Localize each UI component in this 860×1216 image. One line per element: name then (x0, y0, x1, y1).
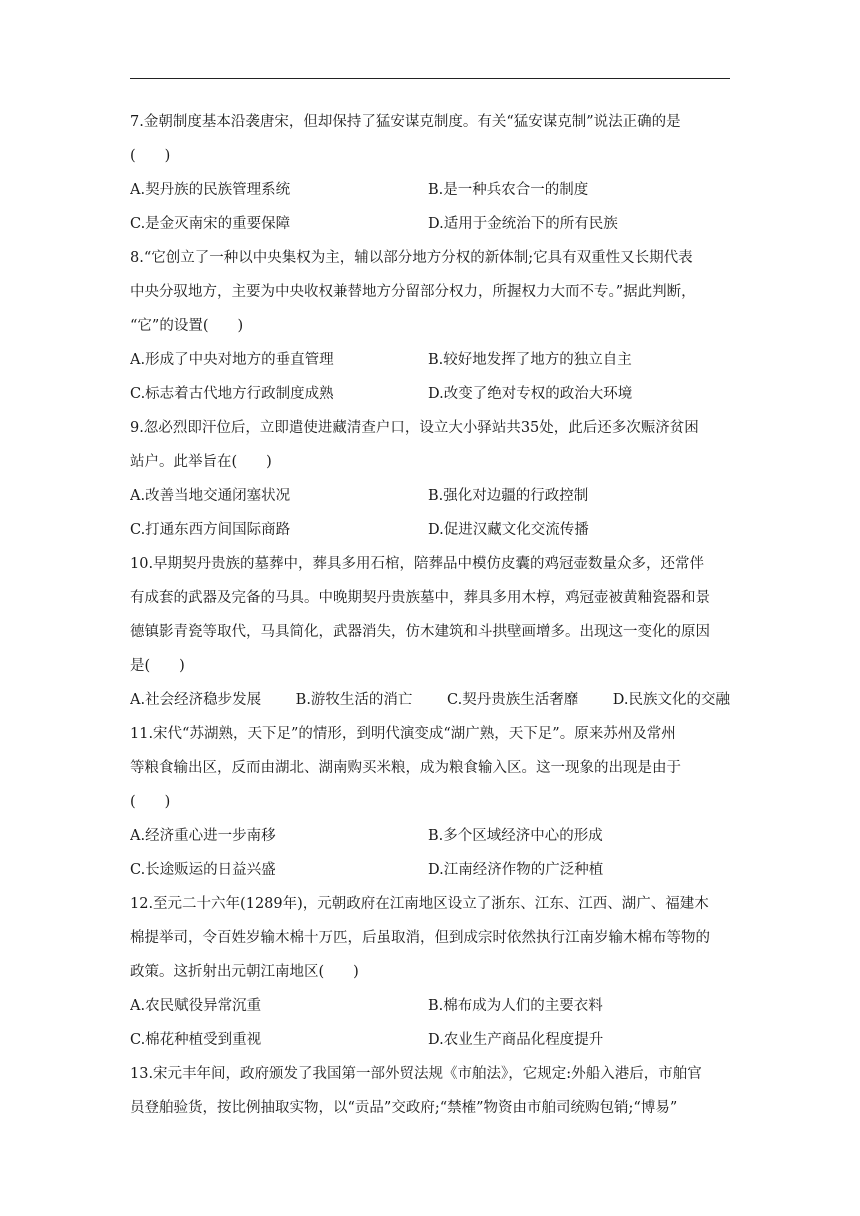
option-d[interactable]: D.促进汉藏文化交流传播 (428, 522, 589, 538)
options-row (130, 482, 730, 516)
options-row (130, 822, 730, 856)
question-stem-line: 12.至元二十六年(1289年)，元朝政府在江南地区设立了浙东、江东、江西、湖广、福建木 (130, 896, 709, 912)
option-d[interactable]: D.江南经济作物的广泛种植 (428, 862, 604, 878)
question-8 (130, 244, 730, 414)
options-row (130, 516, 730, 550)
options-row (130, 346, 730, 380)
question-stem-line: 是( ) (130, 658, 185, 674)
option-b[interactable]: B.强化对边疆的行政控制 (428, 488, 589, 504)
question-stem-line: 员登舶验货，按比例抽取实物，以“贡品”交政府;“禁榷”物资由市舶司统购包销;“博易” (130, 1100, 678, 1116)
options-row (130, 176, 730, 210)
question-stem-line: 政策。这折射出元朝江南地区( ) (130, 964, 359, 980)
option-a[interactable]: A.经济重心进一步南移 (130, 828, 276, 844)
question-12 (130, 890, 730, 1060)
question-stem-line: 等粮食输出区，反而由湖北、湖南购买米粮，成为粮食输入区。这一现象的出现是由于 (130, 760, 681, 776)
question-stem-line: 7.金朝制度基本沿袭唐宋，但却保持了猛安谋克制度。有关“猛安谋克制”说法正确的是 (130, 114, 681, 130)
option-c[interactable]: C.长途贩运的日益兴盛 (130, 862, 276, 878)
options-row (130, 1026, 730, 1060)
option-b[interactable]: B.是一种兵农合一的制度 (428, 182, 589, 198)
question-stem-line: 有成套的武器及完备的马具。中晚期契丹贵族墓中，葬具多用木椁，鸡冠壶被黄釉瓷器和景 (130, 590, 710, 606)
option-d[interactable]: D.适用于金统治下的所有民族 (428, 216, 618, 232)
question-7 (130, 108, 730, 244)
question-stem-line: 德镇影青瓷等取代，马具简化，武器消失，仿木建筑和斗拱壁画增多。出现这一变化的原因 (130, 624, 710, 640)
question-stem-line: 8.“它创立了一种以中央集权为主，辅以部分地方分权的新体制;它具有双重性又长期代表 (130, 250, 693, 266)
question-list (130, 108, 730, 1128)
options-row (130, 210, 730, 244)
question-stem-line: 9.忽必烈即汗位后，立即遣使进藏清查户口，设立大小驿站共35处，此后还多次赈济贫困 (130, 420, 699, 436)
question-stem-line: 11.宋代“苏湖熟，天下足”的情形，到明代演变成“湖广熟，天下足”。原来苏州及常州 (130, 726, 676, 742)
header-rule (130, 78, 730, 79)
option-b[interactable]: B.游牧生活的消亡 (295, 692, 413, 708)
option-d[interactable]: D.农业生产商品化程度提升 (428, 1032, 604, 1048)
option-c[interactable]: C.契丹贵族生活奢靡 (447, 692, 579, 708)
option-b[interactable]: B.棉布成为人们的主要衣料 (428, 998, 603, 1014)
question-stem-line: 10.早期契丹贵族的墓葬中，葬具多用石棺，陪葬品中模仿皮囊的鸡冠壶数量众多，还常伴 (130, 556, 705, 572)
option-d[interactable]: D.改变了绝对专权的政治大环境 (428, 386, 633, 402)
option-b[interactable]: B.较好地发挥了地方的独立自主 (428, 352, 632, 368)
question-stem-line: 站户。此举旨在( ) (130, 454, 272, 470)
question-10 (130, 550, 730, 720)
question-stem-line: ( ) (130, 148, 171, 164)
option-c[interactable]: C.打通东西方间国际商路 (130, 522, 291, 538)
question-stem-line: ( ) (130, 794, 171, 810)
question-13 (130, 1060, 730, 1128)
option-c[interactable]: C.标志着古代地方行政制度成熟 (130, 386, 334, 402)
option-b[interactable]: B.多个区域经济中心的形成 (428, 828, 603, 844)
option-d[interactable]: D.民族文化的交融 (612, 692, 730, 708)
options-row (130, 686, 730, 720)
option-a[interactable]: A.形成了中央对地方的垂直管理 (130, 352, 334, 368)
options-row (130, 380, 730, 414)
option-a[interactable]: A.改善当地交通闭塞状况 (130, 488, 291, 504)
question-9 (130, 414, 730, 550)
option-c[interactable]: C.是金灭南宋的重要保障 (130, 216, 291, 232)
options-row (130, 856, 730, 890)
options-row (130, 992, 730, 1026)
option-c[interactable]: C.棉花种植受到重视 (130, 1032, 262, 1048)
option-a[interactable]: A.农民赋役异常沉重 (130, 998, 262, 1014)
question-stem-line: 棉提举司，令百姓岁输木棉十万匹，后虽取消，但到成宗时依然执行江南岁输木棉布等物的 (130, 930, 710, 946)
question-11 (130, 720, 730, 890)
question-stem-line: “它”的设置( ) (130, 318, 244, 334)
question-stem-line: 13.宋元丰年间，政府颁发了我国第一部外贸法规《市舶法》，它规定:外船入港后，市舶官 (130, 1066, 702, 1082)
option-a[interactable]: A.社会经济稳步发展 (130, 692, 262, 708)
question-stem-line: 中央分驭地方，主要为中央收权兼替地方分留部分权力，所握权力大而不专。”据此判断， (130, 284, 696, 300)
option-a[interactable]: A.契丹族的民族管理系统 (130, 182, 291, 198)
